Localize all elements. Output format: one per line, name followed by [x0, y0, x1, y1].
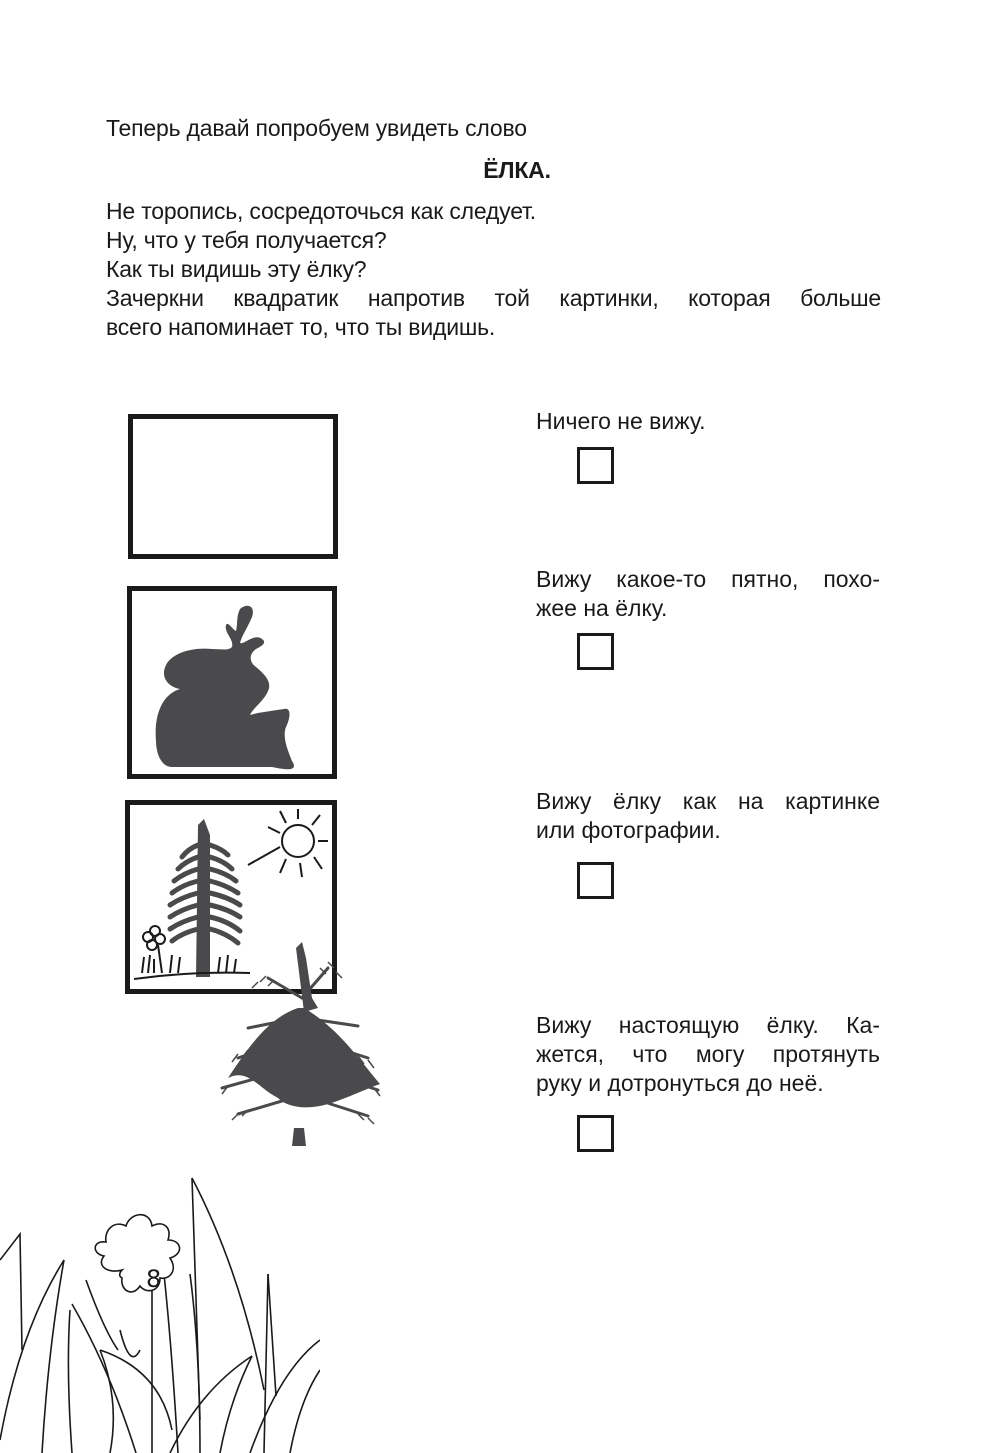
option-line: Вижу какое-то пятно, похо- — [536, 566, 880, 592]
option-2-text — [536, 565, 880, 623]
instruction-line: всего напоминает то, что ты видишь. — [106, 314, 496, 340]
option-line: Вижу настоящую ёлку. Ка- — [536, 1012, 880, 1038]
option-line: или фотографии. — [536, 817, 721, 843]
instructions — [106, 197, 881, 342]
instruction-line: Как ты видишь эту ёлку? — [106, 256, 367, 282]
blob-shape — [132, 591, 332, 774]
instruction-line: Зачеркни квадратик напротив той картинки, которая больше — [106, 285, 881, 311]
option-3-text — [536, 787, 880, 845]
instruction-line: Ну, что у тебя получается? — [106, 227, 387, 253]
realistic-spruce-image — [208, 938, 388, 1148]
flower-shape — [95, 1215, 179, 1292]
empty-frame-image — [128, 414, 338, 559]
instruction-line: Не торопись, сосредоточься как следует. — [106, 198, 536, 224]
option-3-checkbox[interactable] — [577, 862, 614, 899]
blurry-blob-image — [127, 586, 337, 779]
option-4-text — [536, 1011, 880, 1098]
option-1-checkbox[interactable] — [577, 447, 614, 484]
intro-text: Теперь давай попробуем увидеть слово — [106, 115, 527, 141]
grass-decoration — [0, 1170, 320, 1453]
option-4-checkbox[interactable] — [577, 1115, 614, 1152]
option-line: руку и дотронуться до неё. — [536, 1070, 824, 1096]
page-number: 8 — [146, 1265, 162, 1293]
option-line: жется, что могу протянуть — [536, 1041, 880, 1067]
option-line: Вижу ёлку как на картинке — [536, 788, 880, 814]
option-line: Ничего не вижу. — [536, 408, 706, 434]
option-1-text — [536, 407, 880, 436]
option-2-checkbox[interactable] — [577, 633, 614, 670]
option-line: жее на ёлку. — [536, 595, 668, 621]
target-word: ЁЛКА. — [483, 157, 551, 183]
